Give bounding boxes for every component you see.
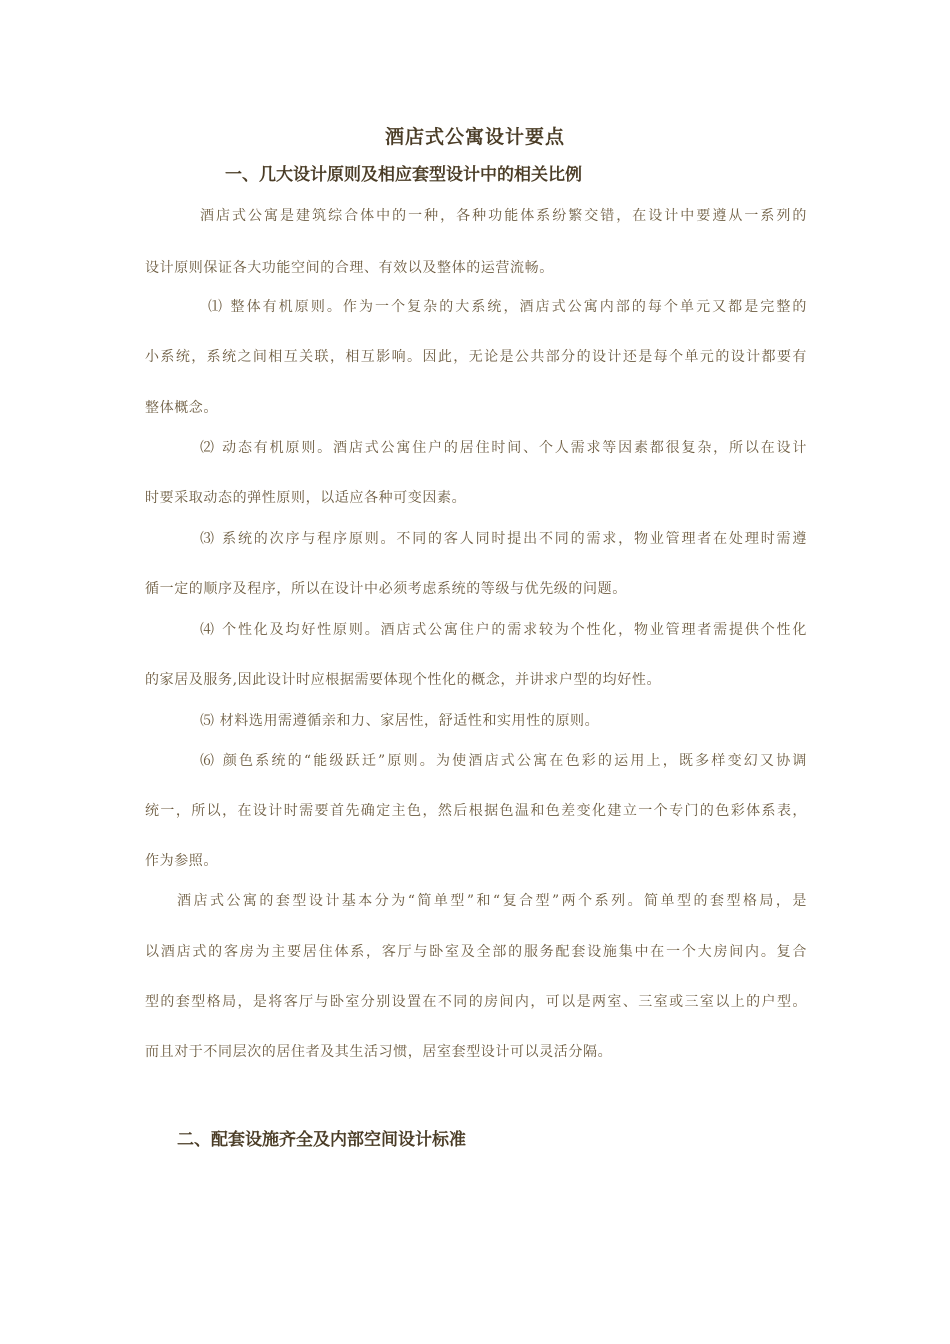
paragraph-line: ⑶ 系统的次序与程序原则。不同的客人同时提出不同的需求，物业管理者在处理时需遵	[200, 531, 807, 547]
paragraph-line: 设计原则保证各大功能空间的合理、有效以及整体的运营流畅。	[145, 260, 554, 276]
section2-heading: 二、配套设施齐全及内部空间设计标准	[177, 1130, 466, 1150]
section1-heading: 一、几大设计原则及相应套型设计中的相关比例	[225, 165, 582, 185]
paragraph-line: 整体概念。	[145, 400, 218, 416]
paragraph-line: 以酒店式的客房为主要居住体系，客厅与卧室及全部的服务配套设施集中在一个大房间内。复合	[145, 944, 807, 960]
paragraph-line: 统一，所以，在设计时需要首先确定主色，然后根据色温和色差变化建立一个专门的色彩体系表，	[145, 803, 807, 819]
paragraph-line: 的家居及服务,因此设计时应根据需要体现个性化的概念，并讲求户型的均好性。	[145, 672, 662, 688]
paragraph-line: ⑷ 个性化及均好性原则。酒店式公寓住户的需求较为个性化，物业管理者需提供个性化	[200, 622, 807, 638]
paragraph-line: 酒店式公寓是建筑综合体中的一种，各种功能体系纷繁交错，在设计中要遵从一系列的	[200, 208, 807, 224]
paragraph-line: 时要采取动态的弹性原则，以适应各种可变因素。	[145, 490, 467, 506]
paragraph-line: 酒店式公寓的套型设计基本分为“简单型”和“复合型”两个系列。简单型的套型格局，是	[177, 893, 807, 909]
paragraph-line: 而且对于不同层次的居住者及其生活习惯，居室套型设计可以灵活分隔。	[145, 1044, 613, 1060]
paragraph-line: ⑸ 材料选用需遵循亲和力、家居性，舒适性和实用性的原则。	[200, 713, 600, 729]
paragraph-line: 型的套型格局，是将客厅与卧室分别设置在不同的房间内，可以是两室、三室或三室以上的户型。	[145, 994, 807, 1010]
paragraph-line: ⑴ 整体有机原则。作为一个复杂的大系统，酒店式公寓内部的每个单元又都是完整的	[208, 299, 807, 315]
paragraph-line: 作为参照。	[145, 853, 218, 869]
paragraph-line: ⑹ 颜色系统的“能级跃迁”原则。为使酒店式公寓在色彩的运用上，既多样变幻又协调	[200, 753, 807, 769]
document-title: 酒店式公寓设计要点	[384, 126, 565, 148]
paragraph-line: ⑵ 动态有机原则。酒店式公寓住户的居住时间、个人需求等因素都很复杂，所以在设计	[200, 440, 807, 456]
paragraph-line: 小系统，系统之间相互关联，相互影响。因此，无论是公共部分的设计还是每个单元的设计都要有	[145, 349, 807, 365]
paragraph-line: 循一定的顺序及程序，所以在设计中必须考虑系统的等级与优先级的问题。	[145, 581, 627, 597]
